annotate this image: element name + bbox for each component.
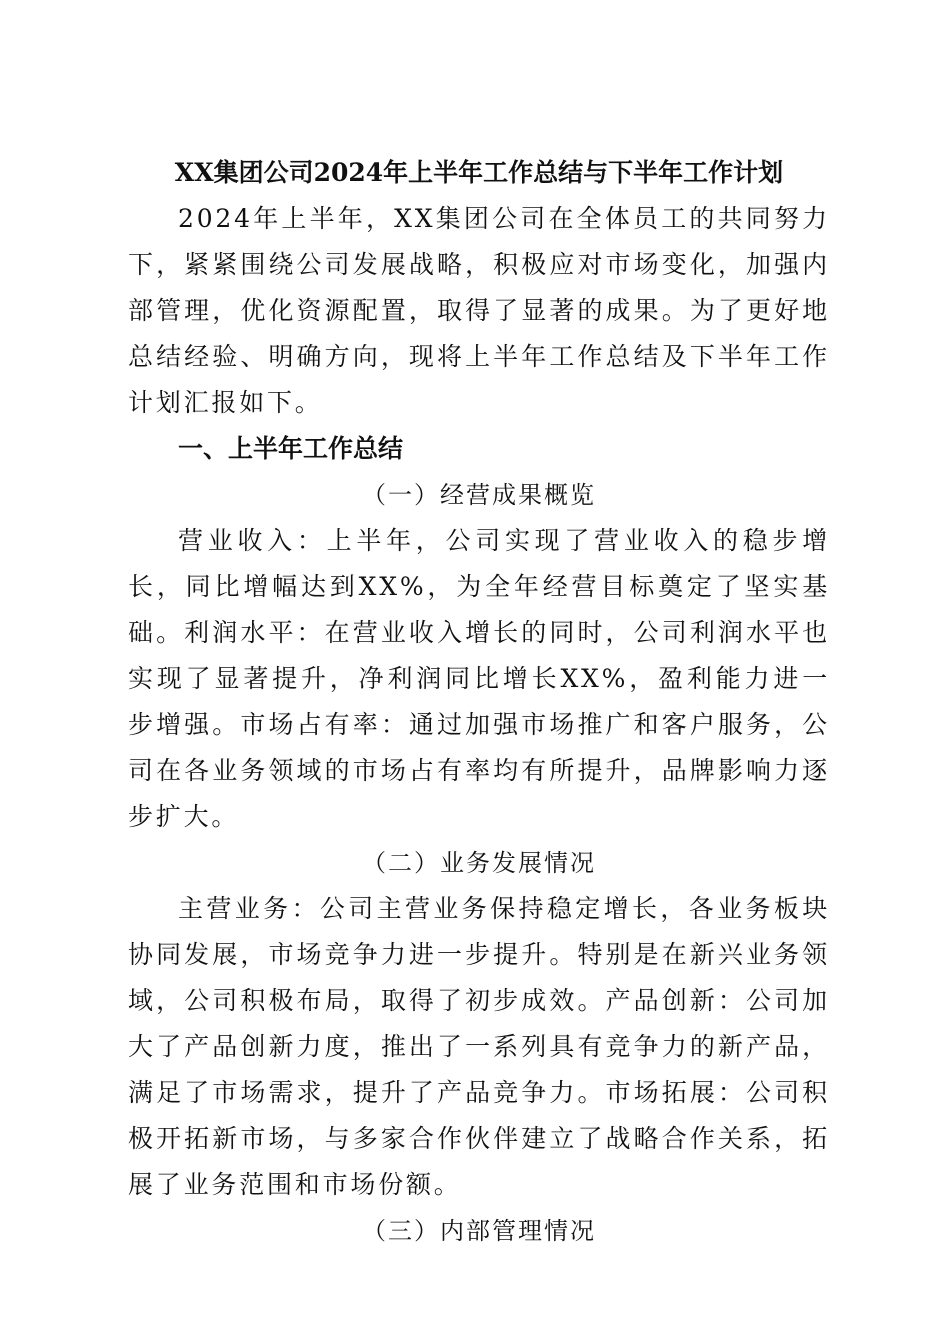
section-heading-summary: 一、上半年工作总结 — [178, 434, 404, 463]
document-body — [128, 150, 830, 1254]
subsection-heading-internal-management: （三）内部管理情况 — [362, 1217, 596, 1245]
subsection-heading-business-development: （二）业务发展情况 — [362, 849, 596, 877]
business-development-paragraph: 主营业务：公司主营业务保持稳定增长，各业务板块协同发展，市场竞争力进一步提升。特别是在新兴业务领域，公司积极布局，取得了初步成效。产品创新：公司加大了产品创新力度，推出了一系列具有竞争力的新产品，满足了市场需求，提升了产品竞争力。市场拓展：公司积极开拓新市场，与多家合作伙伴建立了战略合作关系，拓展了业务范围和市场份额。 — [128, 894, 830, 1199]
document-title: XX集团公司2024年上半年工作总结与下半年工作计划 — [174, 158, 784, 187]
business-results-paragraph: 营业收入：上半年，公司实现了营业收入的稳步增长，同比增幅达到XX%，为全年经营目标奠定了坚实基础。利润水平：在营业收入增长的同时，公司利润水平也实现了显著提升，净利润同比增长XX%，盈利能力进一步增强。市场占有率：通过加强市场推广和客户服务，公司在各业务领域的市场占有率均有所提升，品牌影响力逐步扩大。 — [128, 526, 830, 831]
subsection-heading-business-results: （一）经营成果概览 — [362, 481, 596, 509]
intro-paragraph: 2024年上半年，XX集团公司在全体员工的共同努力下，紧紧围绕公司发展战略，积极应对市场变化，加强内部管理，优化资源配置，取得了显著的成果。为了更好地总结经验、明确方向，现将上半年工作总结及下半年工作计划汇报如下。 — [128, 204, 830, 417]
